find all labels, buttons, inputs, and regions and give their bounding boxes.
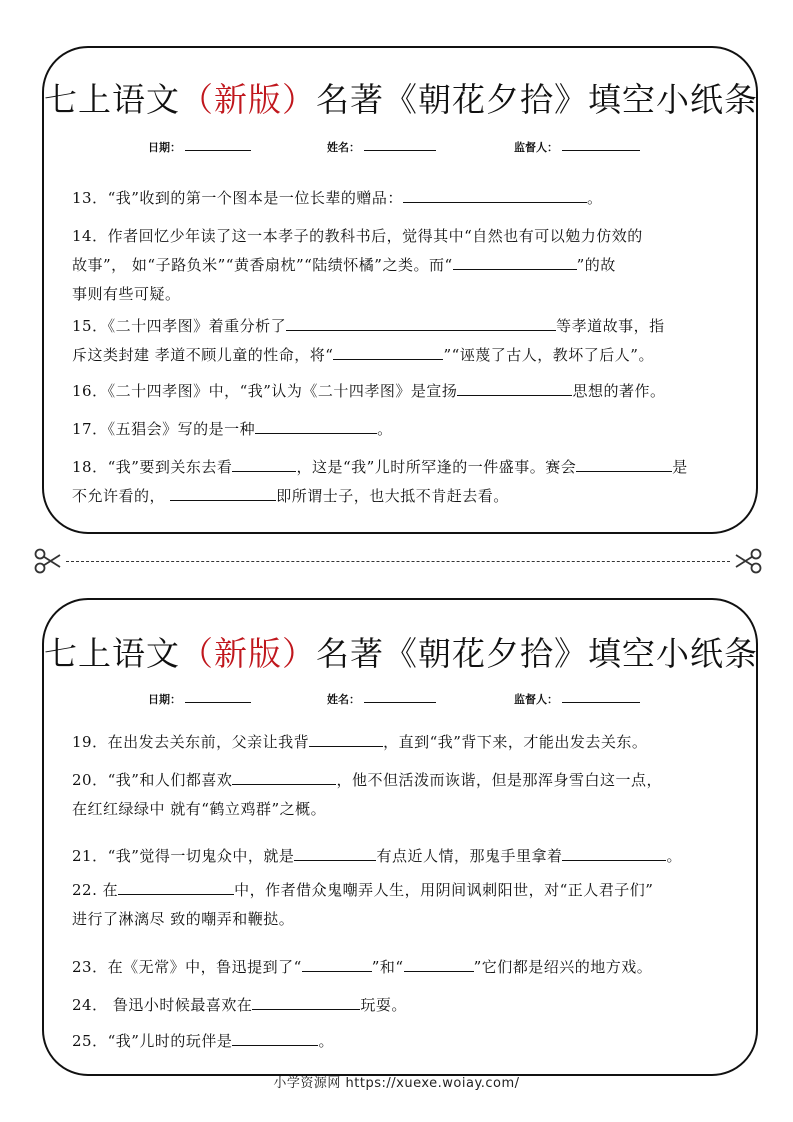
question-19: 19．在出发去关东前，父亲让我背 ，直到“我”背下来，才能出发去关东。	[72, 728, 742, 757]
answer-blank[interactable]	[309, 730, 383, 747]
supervisor-field[interactable]: 监督人：	[514, 138, 640, 155]
name-field[interactable]: 姓名：	[327, 138, 436, 155]
question-21: 21．“我”觉得一切鬼众中，就是 有点近人情，那鬼手里拿着 。	[72, 842, 742, 871]
supervisor-field[interactable]: 监督人：	[514, 690, 640, 707]
question-14: 14．作者回忆少年读了这一本孝子的教科书后，觉得其中“自然也有可以勉力仿效的 故事”， 如“子路负米”“黄香扇枕”“陆绩怀橘”之类。而“ ”的故 事则有些可疑。	[72, 227, 643, 303]
answer-blank[interactable]	[232, 1029, 318, 1046]
answer-blank[interactable]	[232, 768, 336, 785]
card-title: 七上语文（新版）名著《朝花夕拾》填空小纸条	[44, 80, 758, 119]
question-18: 18．“我”要到关东去看 ，这是“我”儿时所罕逢的一件盛事。赛会 是 不允许看的， 即所谓士子，也大抵不肯赶去看。	[72, 453, 742, 511]
answer-blank[interactable]	[562, 844, 666, 861]
date-field[interactable]: 日期：	[148, 138, 251, 155]
answer-blank[interactable]	[403, 186, 587, 203]
answer-blank[interactable]	[232, 455, 296, 472]
answer-blank[interactable]	[404, 955, 474, 972]
answer-blank[interactable]	[333, 343, 443, 360]
scissors-icon	[734, 548, 762, 574]
date-field[interactable]: 日期：	[148, 690, 251, 707]
question-24: 24． 鲁迅小时候最喜欢在 玩耍。	[72, 991, 742, 1020]
card-title: 七上语文（新版）名著《朝花夕拾》填空小纸条	[44, 634, 758, 673]
answer-blank[interactable]	[302, 955, 372, 972]
meta-row	[44, 138, 756, 158]
title-edition: （新版）	[180, 80, 316, 119]
question-25: 25．“我”儿时的玩伴是 。	[72, 1027, 742, 1056]
answer-blank[interactable]	[170, 484, 276, 501]
scissors-icon	[34, 548, 62, 574]
title-edition: （新版）	[180, 634, 316, 673]
question-20: 20．“我”和人们都喜欢 ，他不但活泼而诙谐，但是那浑身雪白这一点， 在红红绿绿中 就有“鹤立鸡群”之概。	[72, 766, 742, 824]
answer-blank[interactable]	[252, 993, 360, 1010]
answer-blank[interactable]	[118, 878, 234, 895]
cut-line	[66, 561, 730, 562]
answer-blank[interactable]	[255, 417, 377, 434]
answer-blank[interactable]	[294, 844, 376, 861]
name-field[interactable]: 姓名：	[327, 690, 436, 707]
answer-blank[interactable]	[453, 253, 577, 270]
question-15: 15．《二十四孝图》着重分析了 等孝道故事，指 斥这类封建 孝道不顾儿童的性命，将“ ”“诬蔑了古人，教坏了后人”。	[72, 312, 742, 370]
question-23: 23．在《无常》中，鲁迅提到了“ ”和“ ”它们都是绍兴的地方戏。	[72, 953, 742, 982]
answer-blank[interactable]	[457, 379, 572, 396]
meta-row	[44, 690, 756, 710]
question-13: 13．“我”收到的第一个图本是一位长辈的赠品： 。	[72, 184, 742, 213]
footer-watermark: 小学资源网 https://xuexe.woiay.com/	[273, 1076, 520, 1091]
question-17: 17．《五猖会》写的是一种 。	[72, 415, 742, 444]
question-16: 16．《二十四孝图》中，“我”认为《二十四孝图》是宣扬 思想的著作。	[72, 377, 742, 406]
answer-blank[interactable]	[576, 455, 672, 472]
question-22: 22. 在 中，作者借众鬼嘲弄人生，用阴间讽刺阳世，对“正人君子们” 进行了淋漓尽 致的嘲弄和鞭挞。	[72, 876, 742, 934]
answer-blank[interactable]	[286, 314, 556, 331]
